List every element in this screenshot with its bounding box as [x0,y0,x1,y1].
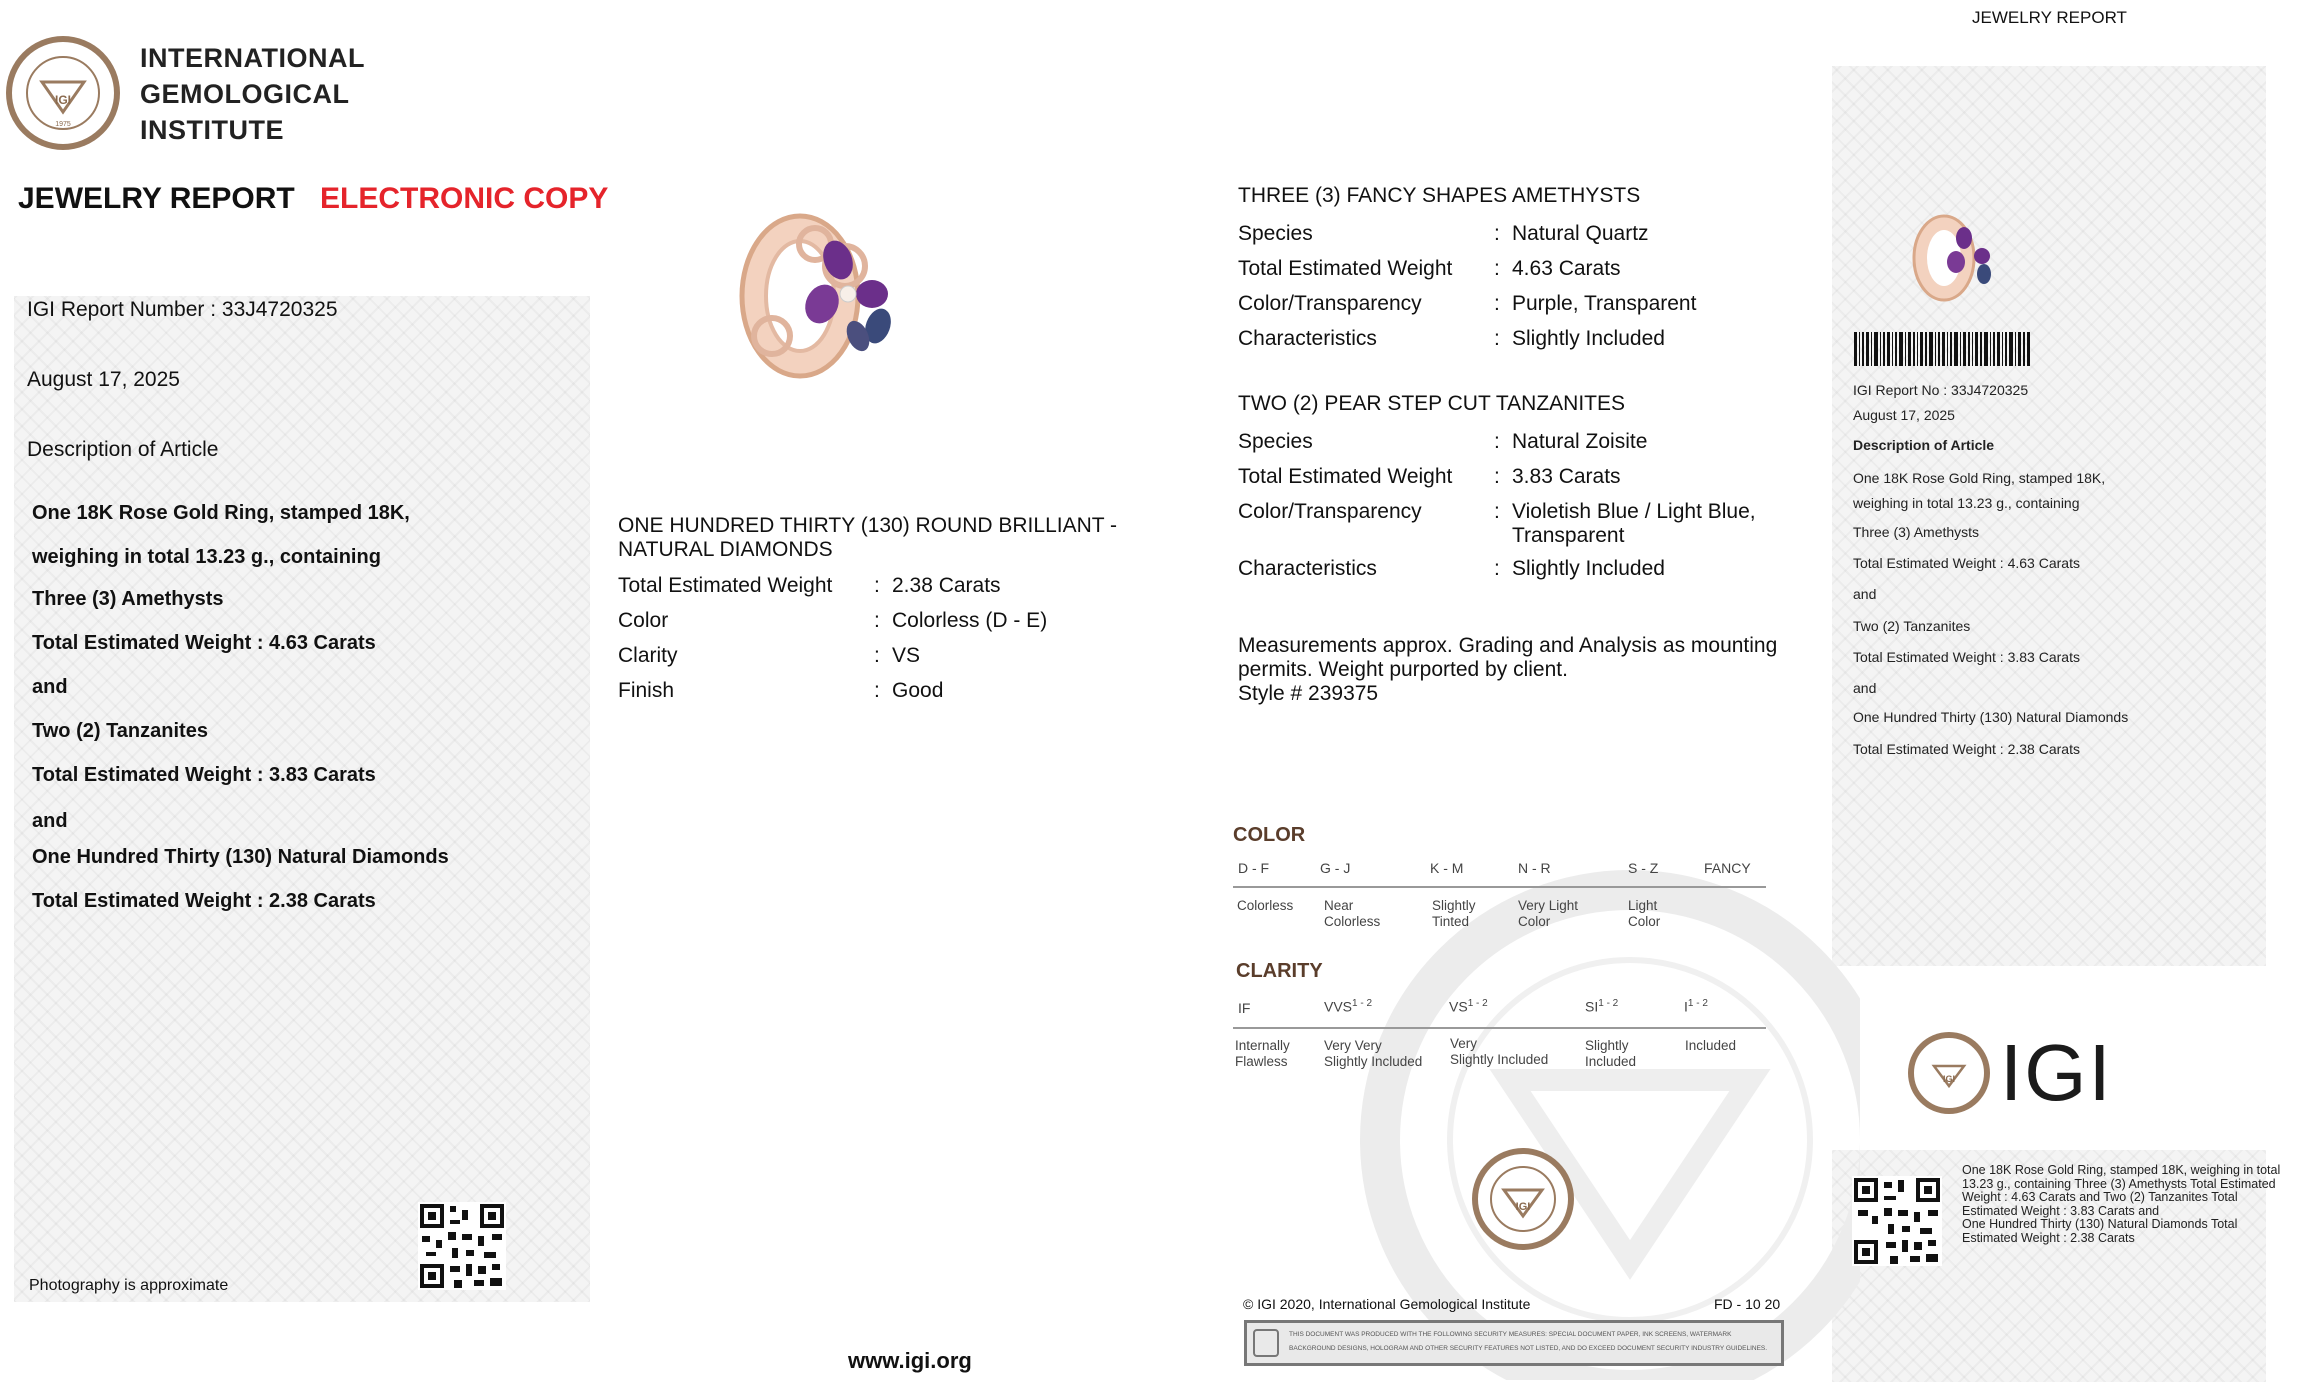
clarity-scale-line [1233,1027,1766,1029]
brand-name-line1: INTERNATIONAL [140,43,365,73]
description-line: Total Estimated Weight : 4.63 Carats [32,632,376,654]
amethyst-row-characteristics: Characteristics : Slightly Included [1238,327,1665,350]
clarity-scale-heading: CLARITY [1236,960,1323,982]
clarity-grade-desc: Included [1685,1038,1737,1053]
electronic-copy-label: ELECTRONIC COPY [320,182,609,215]
right-report-number: IGI Report No : 33J4720325 [1853,382,2029,398]
clarity-grade: IF [1238,1000,1251,1016]
clarity-grade: SI$^{1 - 2}$ [1585,998,1619,1015]
color-grade-desc: Near Colorless [1324,898,1381,929]
clarity-grade-desc: Very Slightly Included [1450,1036,1549,1067]
report-date: August 17, 2025 [27,368,180,391]
top-right-report-label: JEWELRY REPORT [1972,8,2127,27]
photo-note: Photography is approximate [29,1277,229,1294]
diamond-row-weight: Total Estimated Weight : 2.38 Carats [618,574,1001,597]
color-grade: FANCY [1704,860,1751,876]
color-grade: S - Z [1628,860,1659,876]
brand-name-line3: INSTITUTE [140,115,284,145]
description-heading: Description of Article [27,438,219,461]
right-summary: One 18K Rose Gold Ring, stamped 18K, weighing in total 13.23 g., containing Three (3) Amethysts Total Estimated Weight : 4.63 Carats and Two (2) Tanzanites Total Estimated Weight : 3.83 Carats and One Hundred Thirty (130) Natural Diamonds Total Estimated Weight : 2.38 Carats [1962,1163,2281,1245]
right-description-line: One 18K Rose Gold Ring, stamped 18K, [1853,470,2106,486]
description-line: One Hundred Thirty (130) Natural Diamonds [32,846,449,868]
color-scale-heading: COLOR [1233,824,1306,846]
clarity-grade: VVS$^{1 - 2}$ [1324,998,1373,1015]
svg-text:IGI: IGI [1942,1074,1956,1084]
clarity-grade: VS$^{1 - 2}$ [1449,998,1488,1015]
svg-text:IGI: IGI [1515,1201,1531,1213]
report-title: JEWELRY REPORT [18,182,295,215]
color-grade-desc: Light Color [1628,898,1661,929]
right-description-line: One Hundred Thirty (130) Natural Diamonds [1853,709,2129,725]
right-report-date: August 17, 2025 [1853,407,1955,423]
report-qr-code[interactable] [418,1202,506,1290]
lock-icon [1253,1329,1279,1357]
color-grade-desc: Colorless [1237,898,1294,913]
amethyst-row-color: Color/Transparency : Purple, Transparent [1238,292,1697,315]
clarity-grade-desc: Very Very Slightly Included [1324,1038,1423,1069]
security-text-line1: THIS DOCUMENT WAS PRODUCED WITH THE FOLLOWING SECURITY MEASURES: SPECIAL DOCUMENT PAPER, INK SCREENS, WATERMARK [1289,1331,1732,1338]
security-text-line2: BACKGROUND DESIGNS, HOLOGRAM AND OTHER SECURITY FEATURES NOT LISTED, AND DO EXCEED DOCUMENT SECURITY INDUSTRY GUIDELINES. [1289,1345,1768,1352]
barcode [1854,332,2032,366]
color-grade: K - M [1430,860,1464,876]
diamonds-title-line2: NATURAL DIAMONDS [618,538,833,561]
notes-line1: Measurements approx. Grading and Analysis as mounting [1238,634,1778,657]
right-description-heading: Description of Article [1853,437,1995,453]
diamond-row-finish: Finish : Good [618,679,944,702]
tanzanite-row-weight: Total Estimated Weight : 3.83 Carats [1238,465,1621,488]
right-description-line: Two (2) Tanzanites [1853,618,1971,634]
right-watermark-panel [1832,66,2266,966]
report-number: IGI Report Number : 33J4720325 [27,298,338,321]
right-description-line: weighing in total 13.23 g., containing [1853,495,2080,511]
diamonds-title: ONE HUNDRED THIRTY (130) ROUND BRILLIANT - [618,514,1118,537]
copyright: © IGI 2020, International Gemological Institute [1243,1296,1531,1312]
right-description-line: Total Estimated Weight : 3.83 Carats [1853,649,2080,665]
right-description-line: and [1853,586,1877,602]
ring-thumbnail [1908,200,2004,306]
tanzanite-row-color: Color/Transparency : Violetish Blue / Light Blue, Transparent [1238,500,1756,547]
clarity-grade: $I^{1 - 2}$ [1684,998,1708,1015]
color-grade: N - R [1518,860,1551,876]
tanzanite-row-species: Species : Natural Zoisite [1238,430,1648,453]
form-code: FD - 10 20 [1714,1296,1781,1312]
amethysts-title: THREE (3) FANCY SHAPES AMETHYSTS [1238,184,1641,207]
right-description-line: Total Estimated Weight : 2.38 Carats [1853,741,2080,757]
ring-photo [730,186,920,386]
color-grade-desc: Slightly Tinted [1432,898,1476,929]
description-line: and [32,676,68,698]
description-line: and [32,810,68,832]
description-line: weighing in total 13.23 g., containing [32,546,381,568]
description-line: Two (2) Tanzanites [32,720,208,742]
description-line: Three (3) Amethysts [32,588,224,610]
description-line: Total Estimated Weight : 3.83 Carats [32,764,376,786]
brand-name-line2: GEMOLOGICAL [140,79,350,109]
style-number: Style # 239375 [1238,682,1379,705]
tanzanite-row-characteristics: Characteristics : Slightly Included [1238,557,1665,580]
right-description-line: Total Estimated Weight : 4.63 Carats [1853,555,2080,571]
description-line: One 18K Rose Gold Ring, stamped 18K, [32,502,410,524]
right-description-line: and [1853,680,1877,696]
diamond-row-color: Color : Colorless (D - E) [618,609,1048,632]
description-line: Total Estimated Weight : 2.38 Carats [32,890,376,912]
tanzanites-title: TWO (2) PEAR STEP CUT TANZANITES [1238,392,1625,415]
diamond-row-clarity: Clarity : VS [618,644,921,667]
igi-wordmark: IGI [2000,1028,2113,1117]
website-link[interactable]: www.igi.org [848,1348,972,1373]
color-scale-line [1233,886,1766,888]
igi-small-seal [1906,1030,1992,1116]
color-grade-desc: Very Light Color [1518,898,1579,929]
right-description-line: Three (3) Amethysts [1853,524,1980,540]
notes-line2: permits. Weight purported by client. [1238,658,1568,681]
igi-center-seal [1470,1146,1576,1252]
amethyst-row-species: Species : Natural Quartz [1238,222,1649,245]
svg-text:1975: 1975 [55,121,71,128]
igi-seal-logo [4,34,122,152]
clarity-grade-desc: Internally Flawless [1235,1038,1290,1069]
security-strip [1244,1320,1784,1366]
color-grade: D - F [1238,860,1270,876]
amethyst-row-weight: Total Estimated Weight : 4.63 Carats [1238,257,1621,280]
clarity-grade-desc: Slightly Included [1585,1038,1637,1069]
svg-text:IGI: IGI [54,93,72,107]
color-grade: G - J [1320,860,1351,876]
right-qr-code[interactable] [1852,1176,1942,1266]
